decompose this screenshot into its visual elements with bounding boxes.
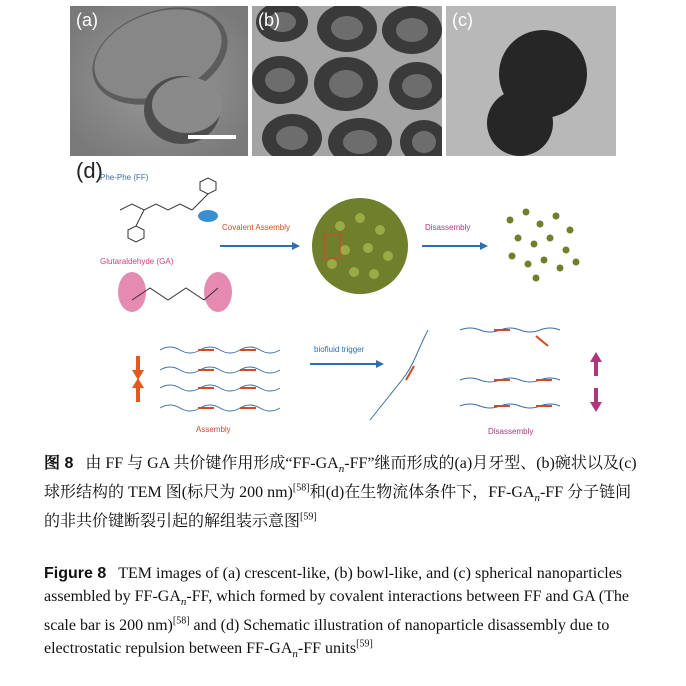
tem-image-b <box>252 6 442 156</box>
label-ga: Glutaraldehyde (GA) <box>100 257 174 266</box>
tem-panel-a <box>70 6 248 156</box>
amine-highlight <box>198 210 218 222</box>
label-covalent-assembly: Covalent Assembly <box>222 223 291 232</box>
caption-chinese: 图 8 由 FF 与 GA 共价键作用形成“$FF-GA_n-FF$”继而形成的(a)月牙型、(b)碗状以及(c)球形结构的 TEM 图(标尺为 200 nm)[58]和(d)在生物流体条件下，$FF-GA_n-FF$ 分子链间的非共价键断裂引起的解组装示意图[59] <box>44 455 637 531</box>
attraction-arrows <box>132 356 144 402</box>
panel-label-c: (c) <box>452 10 473 30</box>
assembly-chains <box>160 347 280 411</box>
caption-english: Figure 8 TEM images of (a) crescent-like, (b) bowl-like, and (c) spherical nanoparticles assembled by $FF-GA_n-FF$, which formed by covalent interactions between FF and GA (The scale bar is 200 nm)[58] and (d) Schematic illustration of nanoparticle disassembly due to electrostatic repulsion between $FF-GA_n-FF$ units[59] <box>44 565 630 661</box>
label-disassembly-top: Disassembly <box>425 223 471 232</box>
disassembly-chains <box>370 328 560 420</box>
ff-structure <box>120 178 216 242</box>
repulsion-arrows <box>590 352 602 412</box>
panel-label-b: (b) <box>258 10 280 30</box>
label-assembly: Assembly <box>196 425 231 434</box>
ga-aldehyde-right <box>204 272 232 312</box>
nanoparticle-sphere <box>312 198 408 294</box>
scale-bar <box>188 135 236 139</box>
dispersed-particles <box>507 209 580 282</box>
caption-cn-label: 图 8 <box>44 455 74 472</box>
label-phe-phe: Phe-Phe (FF) <box>100 173 149 182</box>
caption-en-label: Figure 8 <box>44 565 107 582</box>
schematic-diagram <box>70 160 630 440</box>
panel-label-a: (a) <box>76 10 98 30</box>
label-biofluid-trigger: biofluid trigger <box>314 345 365 354</box>
label-disassembly-bottom: Disassembly <box>488 427 534 436</box>
ga-aldehyde-left <box>118 272 146 312</box>
tem-panel-c <box>446 6 616 156</box>
tem-panel-b <box>252 6 442 156</box>
panel-label-d: (d) <box>76 158 103 183</box>
